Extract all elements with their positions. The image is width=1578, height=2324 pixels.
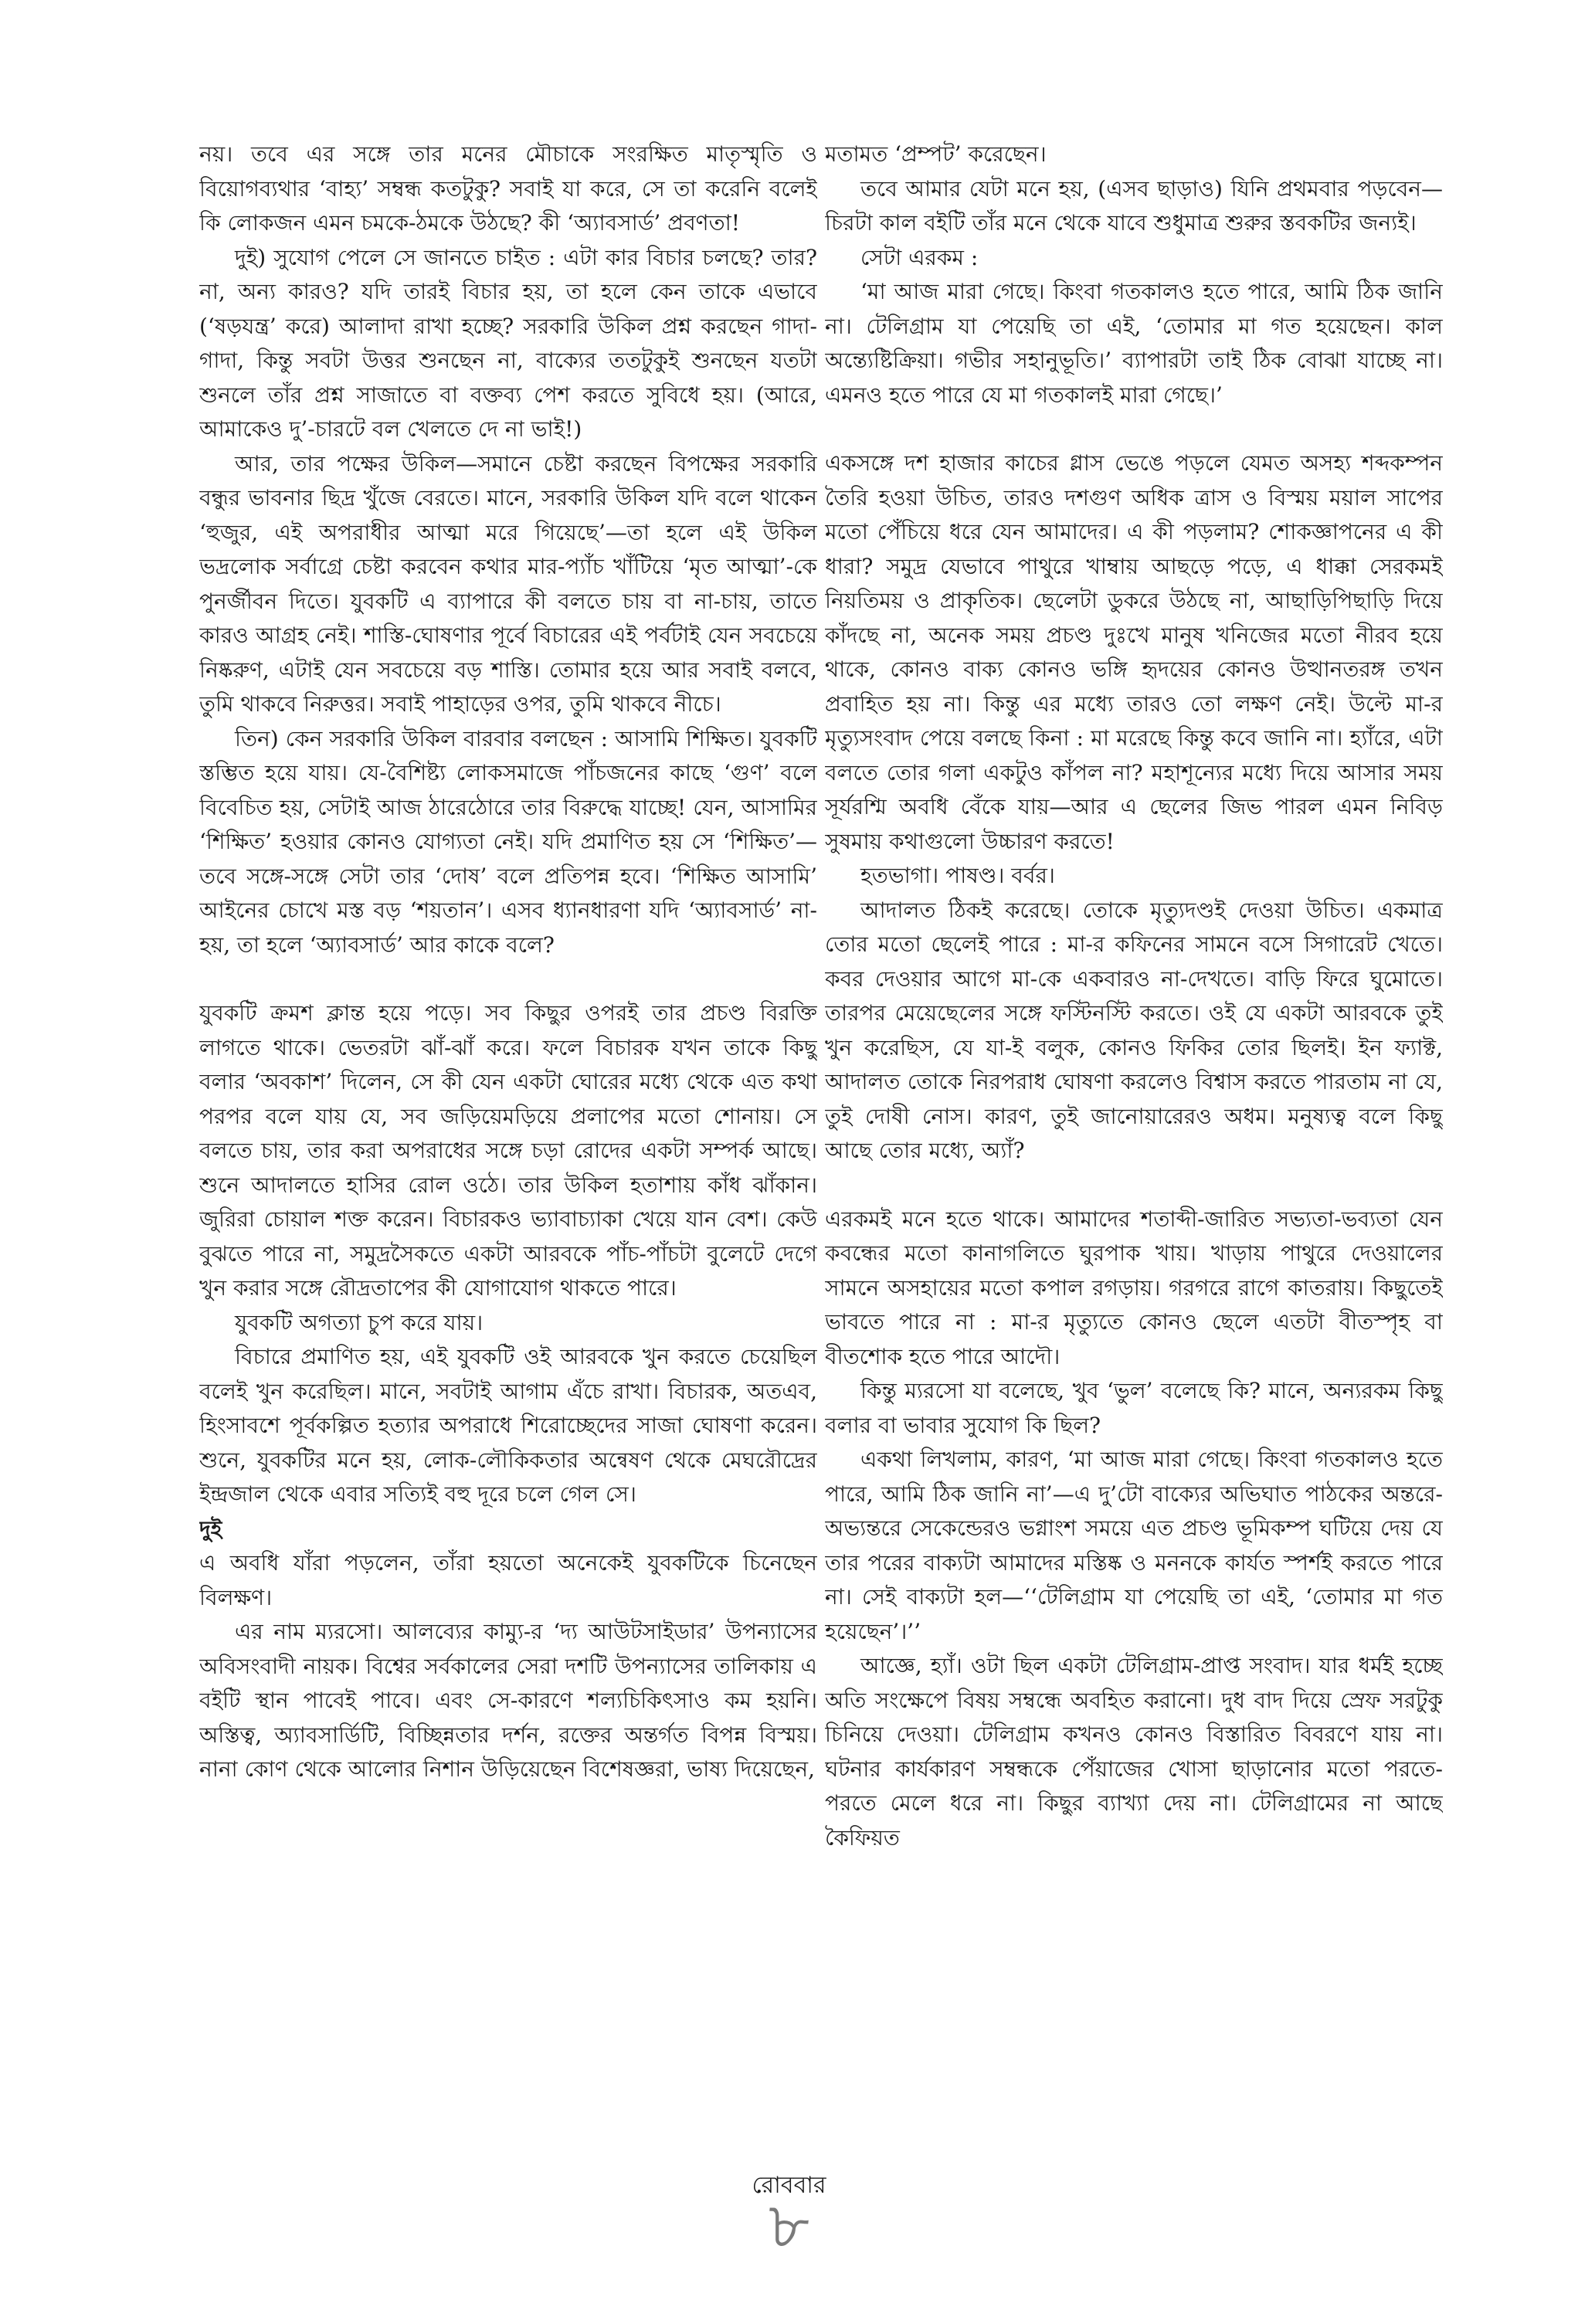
body-paragraph: আজ্ঞে, হ্যাঁ। ওটা ছিল একটা টেলিগ্রাম-প্রাপ্ত সংবাদ। যার ধর্মই হচ্ছে অতি সংক্ষেপে বিষয় সম্বন্ধে অবহিত করানো। দুধ বাদ দিয়ে স্রেফ সরটুকু চিনিয়ে দেওয়া। টেলিগ্রাম কখনও কোনও বিস্তারিত বিবরণে যায় না। ঘটনার কার্যকারণ সম্বন্ধকে পেঁয়াজের খোসা ছাড়ানোর মতো পরতে-পরতে মেলে ধরে না। কিছুর ব্যাখ্যা দেয় না। টেলিগ্রামের না আছে কৈফিয়ত: [825, 1653, 1443, 1851]
body-paragraph: এ অবধি যাঁরা পড়লেন, তাঁরা হয়তো অনেকেই যুবকটিকে চিনেছেন বিলক্ষণ।: [199, 1550, 817, 1610]
body-paragraph: হতভাগা। পাষণ্ড। বর্বর।: [860, 863, 1055, 888]
body-paragraph: মতামত ‘প্রম্পট’ করেছেন।: [825, 141, 1047, 167]
body-paragraph: যুবকটি ক্রমশ ক্লান্ত হয়ে পড়ে। সব কিছুর ওপরই তার প্রচণ্ড বিরক্তি লাগতে থাকে। ভেতরটা ঝাঁ-ঝাঁ করে। ফলে বিচারক যখন তাকে কিছু বলার ‘অবকাশ’ দিলেন, সে কী যেন একটা ঘোরের মধ্যে থেকে এত কথা পরপর বলে যায় যে, সব জড়িয়েমড়িয়ে প্রলাপের মতো শোনায়। সে বলতে চায়, তার করা অপরাধের সঙ্গে চড়া রোদের একটা সম্পর্ক আছে। শুনে আদালতে হাসির রোল ওঠে। তার উকিল হতাশায় কাঁধ ঝাঁকান। জুরিরা চোয়াল শক্ত করেন। বিচারকও ভ্যাবাচ্যাকা খেয়ে যান বেশ। কেউ বুঝতে পারে না, সমুদ্রসৈকতে একটা আরবকে পাঁচ-পাঁচটা বুলেটে দেগে খুন করার সঙ্গে রৌদ্রতাপের কী যোগাযোগ থাকতে পারে।: [199, 1000, 817, 1301]
page-number: ৮: [768, 2190, 810, 2263]
section-heading: দুই: [199, 1515, 222, 1542]
body-paragraph: এর নাম ম্যরসো। আলব্যের কাম্যু-র ‘দ্য আউটসাইডার’ উপন্যাসের অবিসংবাদী নায়ক। বিশ্বের সর্বকালের সেরা দশটি উপন্যাসের তালিকায় এ বইটি স্থান পাবেই পাবে। এবং সে-কারণে শল্যচিকিৎসাও কম হয়নি। অস্তিত্ব, অ্যাবসার্ডিটি, বিচ্ছিন্নতার দর্শন, রক্তের অন্তর্গত বিপন্ন বিস্ময়। নানা কোণ থেকে আলোর নিশান উড়িয়েছেন বিশেষজ্ঞরা, ভাষ্য দিয়েছেন,: [199, 1619, 817, 1782]
publication-name: রোববার: [752, 2172, 826, 2199]
quoted-opening: ‘মা আজ মারা গেছে। কিংবা গতকালও হতে পারে, আমি ঠিক জানি না। টেলিগ্রাম যা পেয়েছি তা এই, ‘তোমার মা গত হয়েছেন। কাল অন্ত্যেষ্টিক্রিয়া। গভীর সহানুভূতি।’ ব্যাপারটা তাই ঠিক বোঝা যাচ্ছে না। এমনও হতে পারে যে মা গতকালই মারা গেছে।’: [825, 279, 1443, 408]
body-paragraph: আদালত ঠিকই করেছে। তোকে মৃত্যুদণ্ডই দেওয়া উচিত। একমাত্র তোর মতো ছেলেই পারে : মা-র কফিনের সামনে বসে সিগারেট খেতে। কবর দেওয়ার আগে মা-কে একবারও না-দেখতে। বাড়ি ফিরে ঘুমোতে। তারপর মেয়েছেলের সঙ্গে ফস্টিনস্টি করতে। ওই যে একটা আরবকে তুই খুন করেছিস, যে যা-ই বলুক, কোনও ফিকির তোর ছিলই। ইন ফ্যাক্ট, আদালত তোকে নিরপরাধ ঘোষণা করলেও বিশ্বাস করতে পারতাম না যে, তুই দোষী নোস। কারণ, তুই জানোয়ারেরও অধম। মনুষ্যত্ব বলে কিছু আছে তোর মধ্যে, অ্যাঁ?: [825, 897, 1443, 1163]
body-paragraph: দুই) সুযোগ পেলে সে জানতে চাইত : এটা কার বিচার চলছে? তার? না, অন্য কারও? যদি তারই বিচার হয়, তা হলে কেন তাকে এভাবে (‘ষড়যন্ত্র’ করে) আলাদা রাখা হচ্ছে? সরকারি উকিল প্রশ্ন করছেন গাদা-গাদা, কিন্তু সবটা উত্তর শুনছেন না, বাক্যের ততটুকুই শুনছেন যতটা শুনলে তাঁর প্রশ্ন সাজাতে বা বক্তব্য পেশ করতে সুবিধে হয়। (আরে, আমাকেও দু’-চারটে বল খেলতে দে না ভাই!): [199, 244, 817, 442]
body-paragraph: বিচারে প্রমাণিত হয়, এই যুবকটি ওই আরবকে খুন করতে চেয়েছিল বলেই খুন করেছিল। মানে, সবটাই আগাম এঁচে রাখা। বিচারক, অতএব, হিংসাবশে পূর্বকল্পিত হত্যার অপরাধে শিরোচ্ছেদের সাজা ঘোষণা করেন। শুনে, যুবকটির মনে হয়, লোক-লৌকিকতার অন্বেষণ থেকে মেঘরৌদ্রের ইন্দ্রজাল থেকে এবার সত্যিই বহু দূরে চলে গেল সে।: [199, 1344, 817, 1507]
body-paragraph: তবে আমার যেটা মনে হয়, (এসব ছাড়াও) যিনি প্রথমবার পড়বেন—চিরটা কাল বইটি তাঁর মনে থেকে যাবে শুধুমাত্র শুরুর স্তবকটির জন্যই।: [825, 175, 1443, 236]
body-paragraph: নয়। তবে এর সঙ্গে তার মনের মৌচাকে সংরক্ষিত মাতৃস্মৃতি ও বিয়োগব্যথার ‘বাহ্য’ সম্বন্ধ কতটুকু? সবাই যা করে, সে তা করেনি বলেই কি লোকজন এমন চমকে-ঠমকে উঠছে? কী ‘অ্যাবসার্ড’ প্রবণতা!: [199, 141, 817, 236]
body-paragraph: কিন্তু ম্যরসো যা বলেছে, খুব ‘ভুল’ বলেছে কি? মানে, অন্যরকম কিছু বলার বা ভাবার সুযোগ কি ছিল?: [825, 1378, 1443, 1438]
body-paragraph: তিন) কেন সরকারি উকিল বারবার বলছেন : আসামি শিক্ষিত। যুবকটি স্তম্ভিত হয়ে যায়। যে-বৈশিষ্ট্য লোকসমাজে পাঁচজনের কাছে ‘গুণ’ বলে বিবেচিত হয়, সেটাই আজ ঠারেঠোরে তার বিরুদ্ধে যাচ্ছে! যেন, আসামির ‘শিক্ষিত’ হওয়ার কোনও যোগ্যতা নেই। যদি প্রমাণিত হয় সে ‘শিক্ষিত’—তবে সঙ্গে-সঙ্গে সেটা তার ‘দোষ’ বলে প্রতিপন্ন হবে। ‘শিক্ষিত আসামি’ আইনের চোখে মস্ত বড় ‘শয়তান’। এসব ধ্যানধারণা যদি ‘অ্যাবসার্ড’ না-হয়, তা হলে ‘অ্যাবসার্ড’ আর কাকে বলে?: [199, 725, 817, 958]
body-paragraph: যুবকটি অগত্যা চুপ করে যায়।: [235, 1309, 484, 1335]
body-paragraph: একথা লিখলাম, কারণ, ‘মা আজ মারা গেছে। কিংবা গতকালও হতে পারে, আমি ঠিক জানি না’—এ দু’টো বাক্যের অভিঘাত পাঠকের অন্তরে-অভ্যন্তরে সেকেন্ডেরও ভগ্নাংশ সময়ে এত প্রচণ্ড ভূমিকম্প ঘটিয়ে দেয় যে তার পরের বাক্যটা আমাদের মস্তিষ্ক ও মননকে কার্যত স্পর্শই করতে পারে না। সেই বাক্যটা হল—‘‘টেলিগ্রাম যা পেয়েছি তা এই, ‘তোমার মা গত হয়েছেন’।’’: [825, 1447, 1443, 1644]
left-column: [199, 137, 817, 2115]
body-paragraph: একসঙ্গে দশ হাজার কাচের গ্লাস ভেঙে পড়লে যেমত অসহ্য শব্দকম্পন তৈরি হওয়া উচিত, তারও দশগুণ অধিক ত্রাস ও বিস্ময় ময়াল সাপের মতো পেঁচিয়ে ধরে যেন আমাদের। এ কী পড়লাম? শোকজ্ঞাপনের এ কী ধারা? সমুদ্র যেভাবে পাথুরে খাম্বায় আছড়ে পড়ে, এ ধাক্কা সেরকমই নিয়তিময় ও প্রাকৃতিক। ছেলেটা ডুকরে উঠছে না, আছাড়িপিছাড়ি দিয়ে কাঁদছে না, অনেক সময় প্রচণ্ড দুঃখে মানুষ খনিজের মতো নীরব হয়ে থাকে, কোনও বাক্য কোনও ভঙ্গি হৃদয়ের কোনও উত্থানতরঙ্গ তখন প্রবাহিত হয় না। কিন্তু এর মধ্যে তারও তো লক্ষণ নেই। উল্টে মা-র মৃত্যুসংবাদ পেয়ে বলছে কিনা : মা মরেছে কিন্তু কবে জানি না। হ্যাঁরে, এটা বলতে তোর গলা একটুও কাঁপল না? মহাশূন্যের মধ্যে দিয়ে আসার সময় সূর্যরশ্মি অবধি বেঁকে যায়—আর এ ছেলের জিভ পারল এমন নিবিড় সুষমায় কথাগুলো উচ্চারণ করতে!: [825, 450, 1443, 854]
right-column: [825, 137, 1443, 2115]
body-paragraph: এরকমই মনে হতে থাকে। আমাদের শতাব্দী-জারিত সভ্যতা-ভব্যতা যেন কবন্ধের মতো কানাগলিতে ঘুরপাক খায়। খাড়ায় পাথুরে দেওয়ালের সামনে অসহায়ের মতো কপাল রগড়ায়। গরগরে রাগে কাতরায়। কিছুতেই ভাবতে পারে না : মা-র মৃত্যুতে কোনও ছেলে এতটা বীতস্পৃহ বা বীতশোক হতে পারে আদৌ।: [825, 1206, 1443, 1369]
body-paragraph: সেটা এরকম :: [860, 244, 979, 270]
body-paragraph: আর, তার পক্ষের উকিল—সমানে চেষ্টা করছেন বিপক্ষের সরকারি বন্ধুর ভাবনার ছিদ্র খুঁজে বেরতে। মানে, সরকারি উকিল যদি বলে থাকেন ‘হুজুর, এই অপরাধীর আত্মা মরে গিয়েছে’—তা হলে এই উকিল ভদ্রলোক সর্বাগ্রে চেষ্টা করবেন কথার মার-প্যাঁচ খাঁটিয়ে ‘মৃত আত্মা’-কে পুনর্জীবন দিতে। যুবকটি এ ব্যাপারে কী বলতে চায় বা না-চায়, তাতে কারও আগ্রহ নেই। শাস্তি-ঘোষণার পূর্বে বিচারের এই পর্বটাই যেন সবচেয়ে নিষ্করুণ, এটাই যেন সবচেয়ে বড় শাস্তি। তোমার হয়ে আর সবাই বলবে, তুমি থাকবে নিরুত্তর। সবাই পাহাড়ের ওপর, তুমি থাকবে নীচে।: [199, 450, 817, 717]
